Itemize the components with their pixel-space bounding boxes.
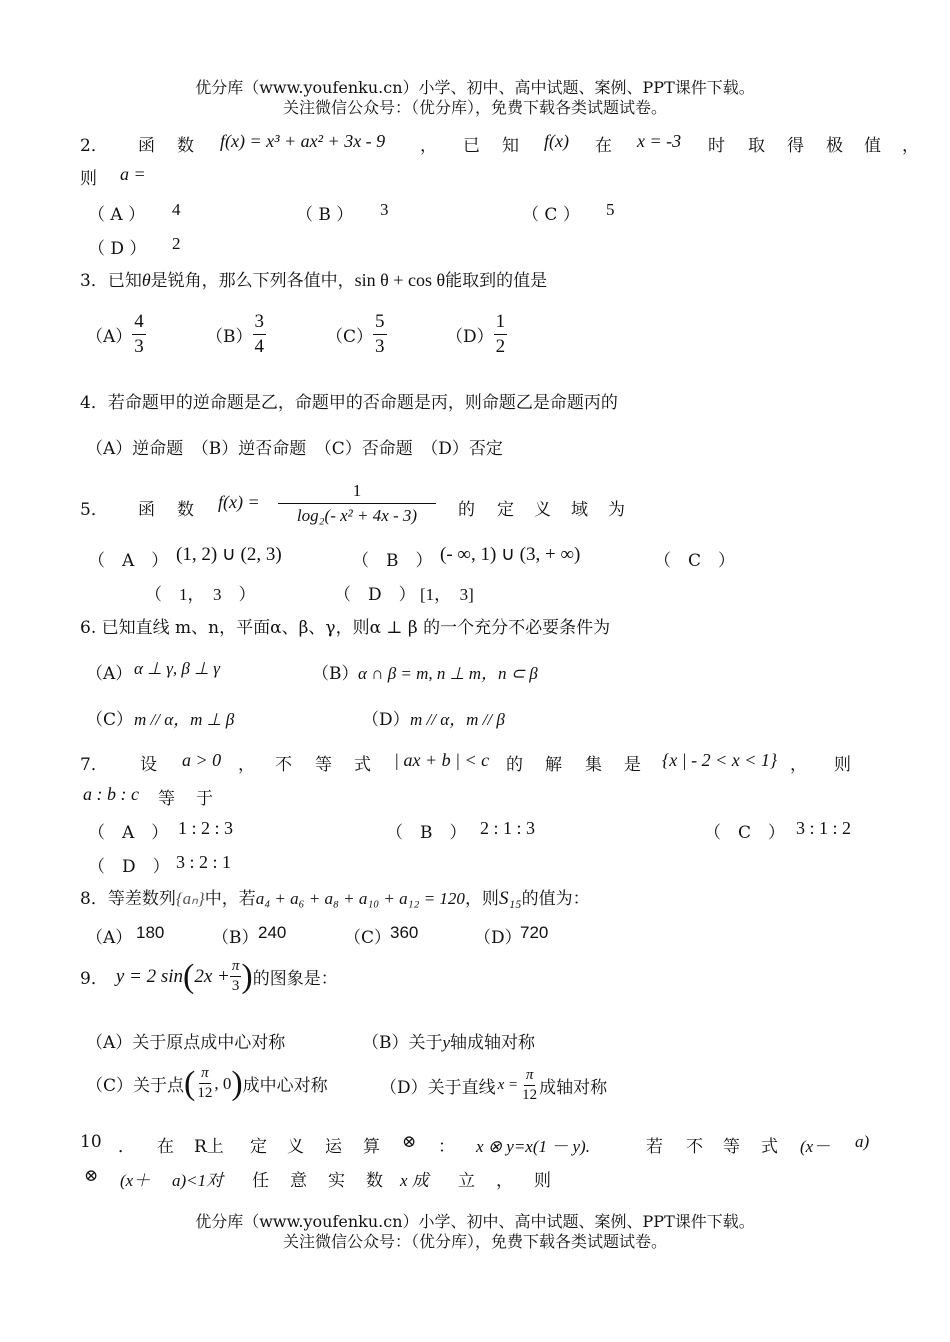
q3-frac-num: 5 (373, 310, 387, 335)
q3-option-d (446, 310, 507, 359)
q8-text: 中，若 (204, 889, 256, 909)
q6-option-value: m // α，m // β (410, 710, 505, 729)
q9-d-x: x = (497, 1077, 519, 1093)
q9-inner: 2x + (194, 965, 230, 987)
q9-option-b (362, 1028, 535, 1053)
q7-option-value: 3 : 2 : 1 (176, 852, 232, 872)
q3-option-label: （A） (86, 327, 133, 347)
q4-text: 4．若命题甲的逆命题是乙，命题甲的否命题是丙，则命题乙是命题丙的 (80, 393, 618, 413)
q9-c-pi: π (199, 1064, 211, 1084)
q10-word: 不 (686, 1137, 703, 1157)
q8-option-label: （A） (86, 928, 133, 948)
q2-word: 得 (787, 136, 804, 156)
q3-text: 是锐角，那么下列各值中， (150, 271, 355, 291)
q2-word: 时 (708, 136, 725, 156)
q9-option-b-y: y (442, 1033, 451, 1052)
q5-word: 函 (138, 500, 155, 520)
q9-option-d-text: 成轴对称 (539, 1078, 608, 1098)
q9-three: 3 (231, 978, 240, 994)
q5-option-value: [1， 3] (420, 585, 474, 604)
q2-option-label: （ D ） (88, 239, 147, 259)
q5-frac-num: 1 (278, 479, 436, 504)
q7-word: 集 (585, 755, 602, 775)
q7-comma: ， (790, 755, 807, 775)
q2-fx: f(x) (544, 131, 569, 151)
header-line-2: 关注微信公众号：（优分库），免费下载各类试题试卷。 (282, 98, 667, 117)
q8-seq: {aₙ} (175, 889, 205, 908)
q9-c-paren-open: ( (184, 1064, 196, 1102)
q2-option-label: （ B ） (296, 205, 354, 225)
q8-stem (80, 884, 590, 910)
q7-option-value: 3 : 1 : 2 (796, 818, 852, 838)
q10-word: 数 (366, 1171, 383, 1191)
q2-word: 取 (748, 136, 765, 156)
q10-formula: a)<1对 (172, 1171, 224, 1190)
q8-text: 8．等差数列 (80, 889, 176, 909)
q2-option-value: 2 (172, 234, 181, 253)
q7-option-label: （ D ） (88, 857, 170, 877)
q4-options: （A）逆命题 （B）逆否命题 （C）否命题 （D）否定 (86, 439, 503, 459)
q5-option-value: (- ∞, 1) ∪ (3, + ∞) (440, 544, 581, 565)
q5-option-label: （ A ） (88, 551, 169, 571)
q7-word: 则 (834, 755, 851, 775)
q3-frac-den: 2 (495, 336, 506, 357)
q2-word: ， (902, 136, 919, 156)
q7-word: 不 (275, 755, 292, 775)
q9-option-c (86, 1064, 328, 1103)
q10-word: 立 (458, 1171, 475, 1191)
q9-paren-open: ( (183, 957, 195, 995)
q8-option-label: （C） (344, 928, 392, 948)
q3-option-b (206, 310, 266, 359)
q9-c-12: 12 (197, 1085, 213, 1101)
q5-word: 域 (571, 500, 588, 520)
q6-option-label: （C） (86, 710, 134, 730)
q6-option-value: m // α，m ⊥ β (134, 710, 235, 729)
q9-pi: π (230, 957, 242, 977)
q3-stem (80, 266, 547, 291)
q9-c-paren-close: ) (231, 1064, 243, 1102)
q10-word: 意 (290, 1171, 307, 1191)
q7-cond: a > 0 (182, 750, 222, 770)
q5-option-value: （ 1， 3 ） (145, 585, 256, 604)
q5-number: 5． (80, 500, 108, 520)
q3-fraction (494, 310, 508, 359)
q10-formula: a) (855, 1132, 870, 1151)
q7-option-value: 1 : 2 : 3 (178, 818, 234, 838)
q3-text: 能取到的值是 (445, 271, 548, 291)
q10-word: 在 (157, 1137, 174, 1157)
q7-ineq: | ax + b | < c (394, 750, 490, 770)
q2-option-label: （ A ） (88, 205, 146, 225)
q7-option-value: 2 : 1 : 3 (480, 818, 536, 838)
q7-comma: ， (238, 755, 255, 775)
q2-word: 值 (864, 136, 881, 156)
q7-option-label: （ A ） (88, 823, 169, 843)
q10-word: ⊗ (402, 1132, 417, 1152)
q10-word: 式 (761, 1137, 778, 1157)
q7-number: 7． (80, 755, 108, 775)
q8-option-label: （B） (212, 928, 259, 948)
q3-option-label: （B） (206, 327, 253, 347)
q2-word: 知 (502, 136, 519, 156)
q7-option-label: （ B ） (386, 823, 467, 843)
q10-formula: (x＋ (120, 1171, 151, 1190)
q3-fraction (132, 310, 146, 359)
q6-option-value: α ∩ β = m, n ⊥ m，n ⊂ β (358, 664, 538, 683)
q2-comma: ， (420, 136, 437, 156)
q2-word: 数 (177, 136, 194, 156)
q10-word: 则 (534, 1171, 551, 1191)
q8-option-label: （D） (474, 928, 522, 948)
q2-word: 极 (826, 136, 843, 156)
q5-word: 的 (458, 500, 475, 520)
q9-option-a: （A）关于原点成中心对称 (86, 1033, 286, 1053)
q8-text: 的值为： (521, 889, 590, 909)
q9-option-c-text: （C）关于点 (86, 1076, 185, 1096)
q9-option-c-text: 成中心对称 (242, 1076, 328, 1096)
q3-option-label: （D） (446, 327, 494, 347)
q7-set: {x | - 2 < x < 1} (662, 750, 778, 770)
q3-theta: θ (141, 270, 151, 290)
q5-option-label: （ B ） (352, 551, 433, 571)
q9-number: 9． (80, 969, 108, 989)
footer-line-1: 优分库（www.youfenku.cn）小学、初中、高中试题、案例、PPT课件下载。 (195, 1212, 755, 1231)
q10-word: ： (438, 1137, 455, 1157)
q6-option-value: α ⊥ γ, β ⊥ γ (134, 659, 220, 678)
q9-option-b-text: 轴成轴对称 (450, 1033, 536, 1053)
q8-option-value: 360 (390, 923, 419, 942)
q6-option-label: （B） (312, 664, 359, 684)
q7-ratio: a : b : c (83, 784, 139, 804)
q8-option-value: 240 (258, 923, 287, 942)
q2-formula: f(x) = x³ + ax² + 3x - 9 (220, 131, 386, 151)
q10-word: 运 (325, 1137, 342, 1157)
q9-stem (80, 957, 338, 996)
q5-frac-den: log₂(- x² + 4x - 3) (296, 506, 418, 525)
q8-option-value: 720 (520, 923, 549, 942)
q6-option-label: （D） (362, 710, 410, 730)
q9-c-zero: , 0 (214, 1073, 232, 1093)
q10-word: ⊗ (84, 1166, 99, 1186)
q9-option-d-text: （D）关于直线 (380, 1078, 496, 1098)
q2-word: 已 (463, 136, 480, 156)
q10-word: 实 (328, 1171, 345, 1191)
q3-option-a (86, 310, 146, 359)
q3-frac-num: 3 (253, 310, 267, 335)
q3-option-c (326, 310, 387, 359)
q10-word: 10 (80, 1132, 102, 1152)
q9-option-d (380, 1066, 607, 1105)
q5-word: 数 (177, 500, 194, 520)
q9-c-fraction (195, 1064, 214, 1103)
q10-word: ， (496, 1171, 513, 1191)
q2-option-label: （ C ） (522, 205, 580, 225)
q2-option-value: 4 (172, 200, 181, 219)
q9-fraction (230, 957, 242, 996)
q5-option-label: （ D ） (334, 585, 416, 605)
q5-word: 义 (534, 500, 551, 520)
q9-d-fraction (520, 1066, 539, 1105)
footer-line-2: 关注微信公众号：（优分库），免费下载各类试题试卷。 (282, 1232, 667, 1251)
q9-d-12: 12 (522, 1087, 538, 1103)
q3-frac-num: 1 (494, 310, 508, 335)
q10-word: x 成 (400, 1171, 429, 1190)
q9-option-b-text: （B）关于 (362, 1033, 443, 1053)
q9-d-pi: π (524, 1066, 536, 1086)
q3-fraction (253, 310, 267, 359)
header-line-1: 优分库（www.youfenku.cn）小学、初中、高中试题、案例、PPT课件下载。 (195, 78, 755, 97)
q8-text: ，则 (464, 889, 499, 909)
q8-option-value: 180 (136, 923, 165, 942)
q7-word: 等 (315, 755, 332, 775)
q5-option-value: (1, 2) ∪ (2, 3) (176, 544, 282, 565)
q2-word: 函 (138, 136, 155, 156)
q3-frac-num: 4 (132, 310, 146, 335)
q8-sum: a₄ + a₆ + a₈ + a₁₀ + a₁₂ = 120 (255, 889, 465, 908)
q3-frac-den: 4 (254, 336, 264, 357)
q5-word: 为 (608, 500, 625, 520)
q3-frac-den: 3 (375, 336, 385, 357)
q10-word: ． (118, 1137, 135, 1157)
q7-option-label: （ C ） (704, 823, 786, 843)
q3-expr: sin θ + cos θ (354, 270, 446, 290)
q3-text: 3．已知 (80, 271, 142, 291)
q10-word: 义 (287, 1137, 304, 1157)
q3-frac-den: 3 (134, 336, 144, 357)
q10-word: 若 (646, 1137, 663, 1157)
q8-s15: S₁₅ (498, 888, 522, 909)
q10-word: 定 (250, 1137, 267, 1157)
q2-option-value: 5 (606, 200, 615, 219)
q5-fx: f(x) = (218, 492, 260, 512)
q9-text: 的图象是： (252, 969, 338, 989)
q3-option-label: （C） (326, 327, 374, 347)
q9-paren-close: ) (241, 957, 253, 995)
q7-equals-words: 等 于 (158, 789, 215, 809)
q7-word: 设 (140, 755, 157, 775)
q5-fraction (278, 479, 436, 528)
q2-then: 则 (80, 169, 97, 189)
q10-word: 算 (363, 1137, 380, 1157)
q2-xval: x = -3 (637, 131, 682, 151)
q7-word: 的 (506, 755, 523, 775)
q2-option-value: 3 (380, 200, 389, 219)
q10-word: 等 (723, 1137, 740, 1157)
q5-option-label: （ C ） (654, 551, 736, 571)
q10-formula: (x－ (800, 1137, 831, 1156)
q7-word: 解 (545, 755, 562, 775)
q5-word: 定 (497, 500, 514, 520)
q10-word: R上 (194, 1137, 224, 1157)
q10-formula: x ⊗ y=x(1 － y). (476, 1137, 590, 1156)
q2-word: 在 (595, 136, 612, 156)
q3-fraction (373, 310, 387, 359)
q7-word: 是 (624, 755, 641, 775)
q9-lhs: y = 2 sin (115, 965, 184, 987)
q10-word: 任 (252, 1171, 269, 1191)
q2-number: 2． (80, 136, 108, 156)
q2-a-eq: a = (120, 164, 146, 184)
q6-option-label: （A） (86, 664, 133, 684)
q7-word: 式 (354, 755, 371, 775)
q6-text: 6. 已知直线 m、n，平面α、β、γ，则α ⊥ β 的一个充分不必要条件为 (80, 618, 611, 638)
